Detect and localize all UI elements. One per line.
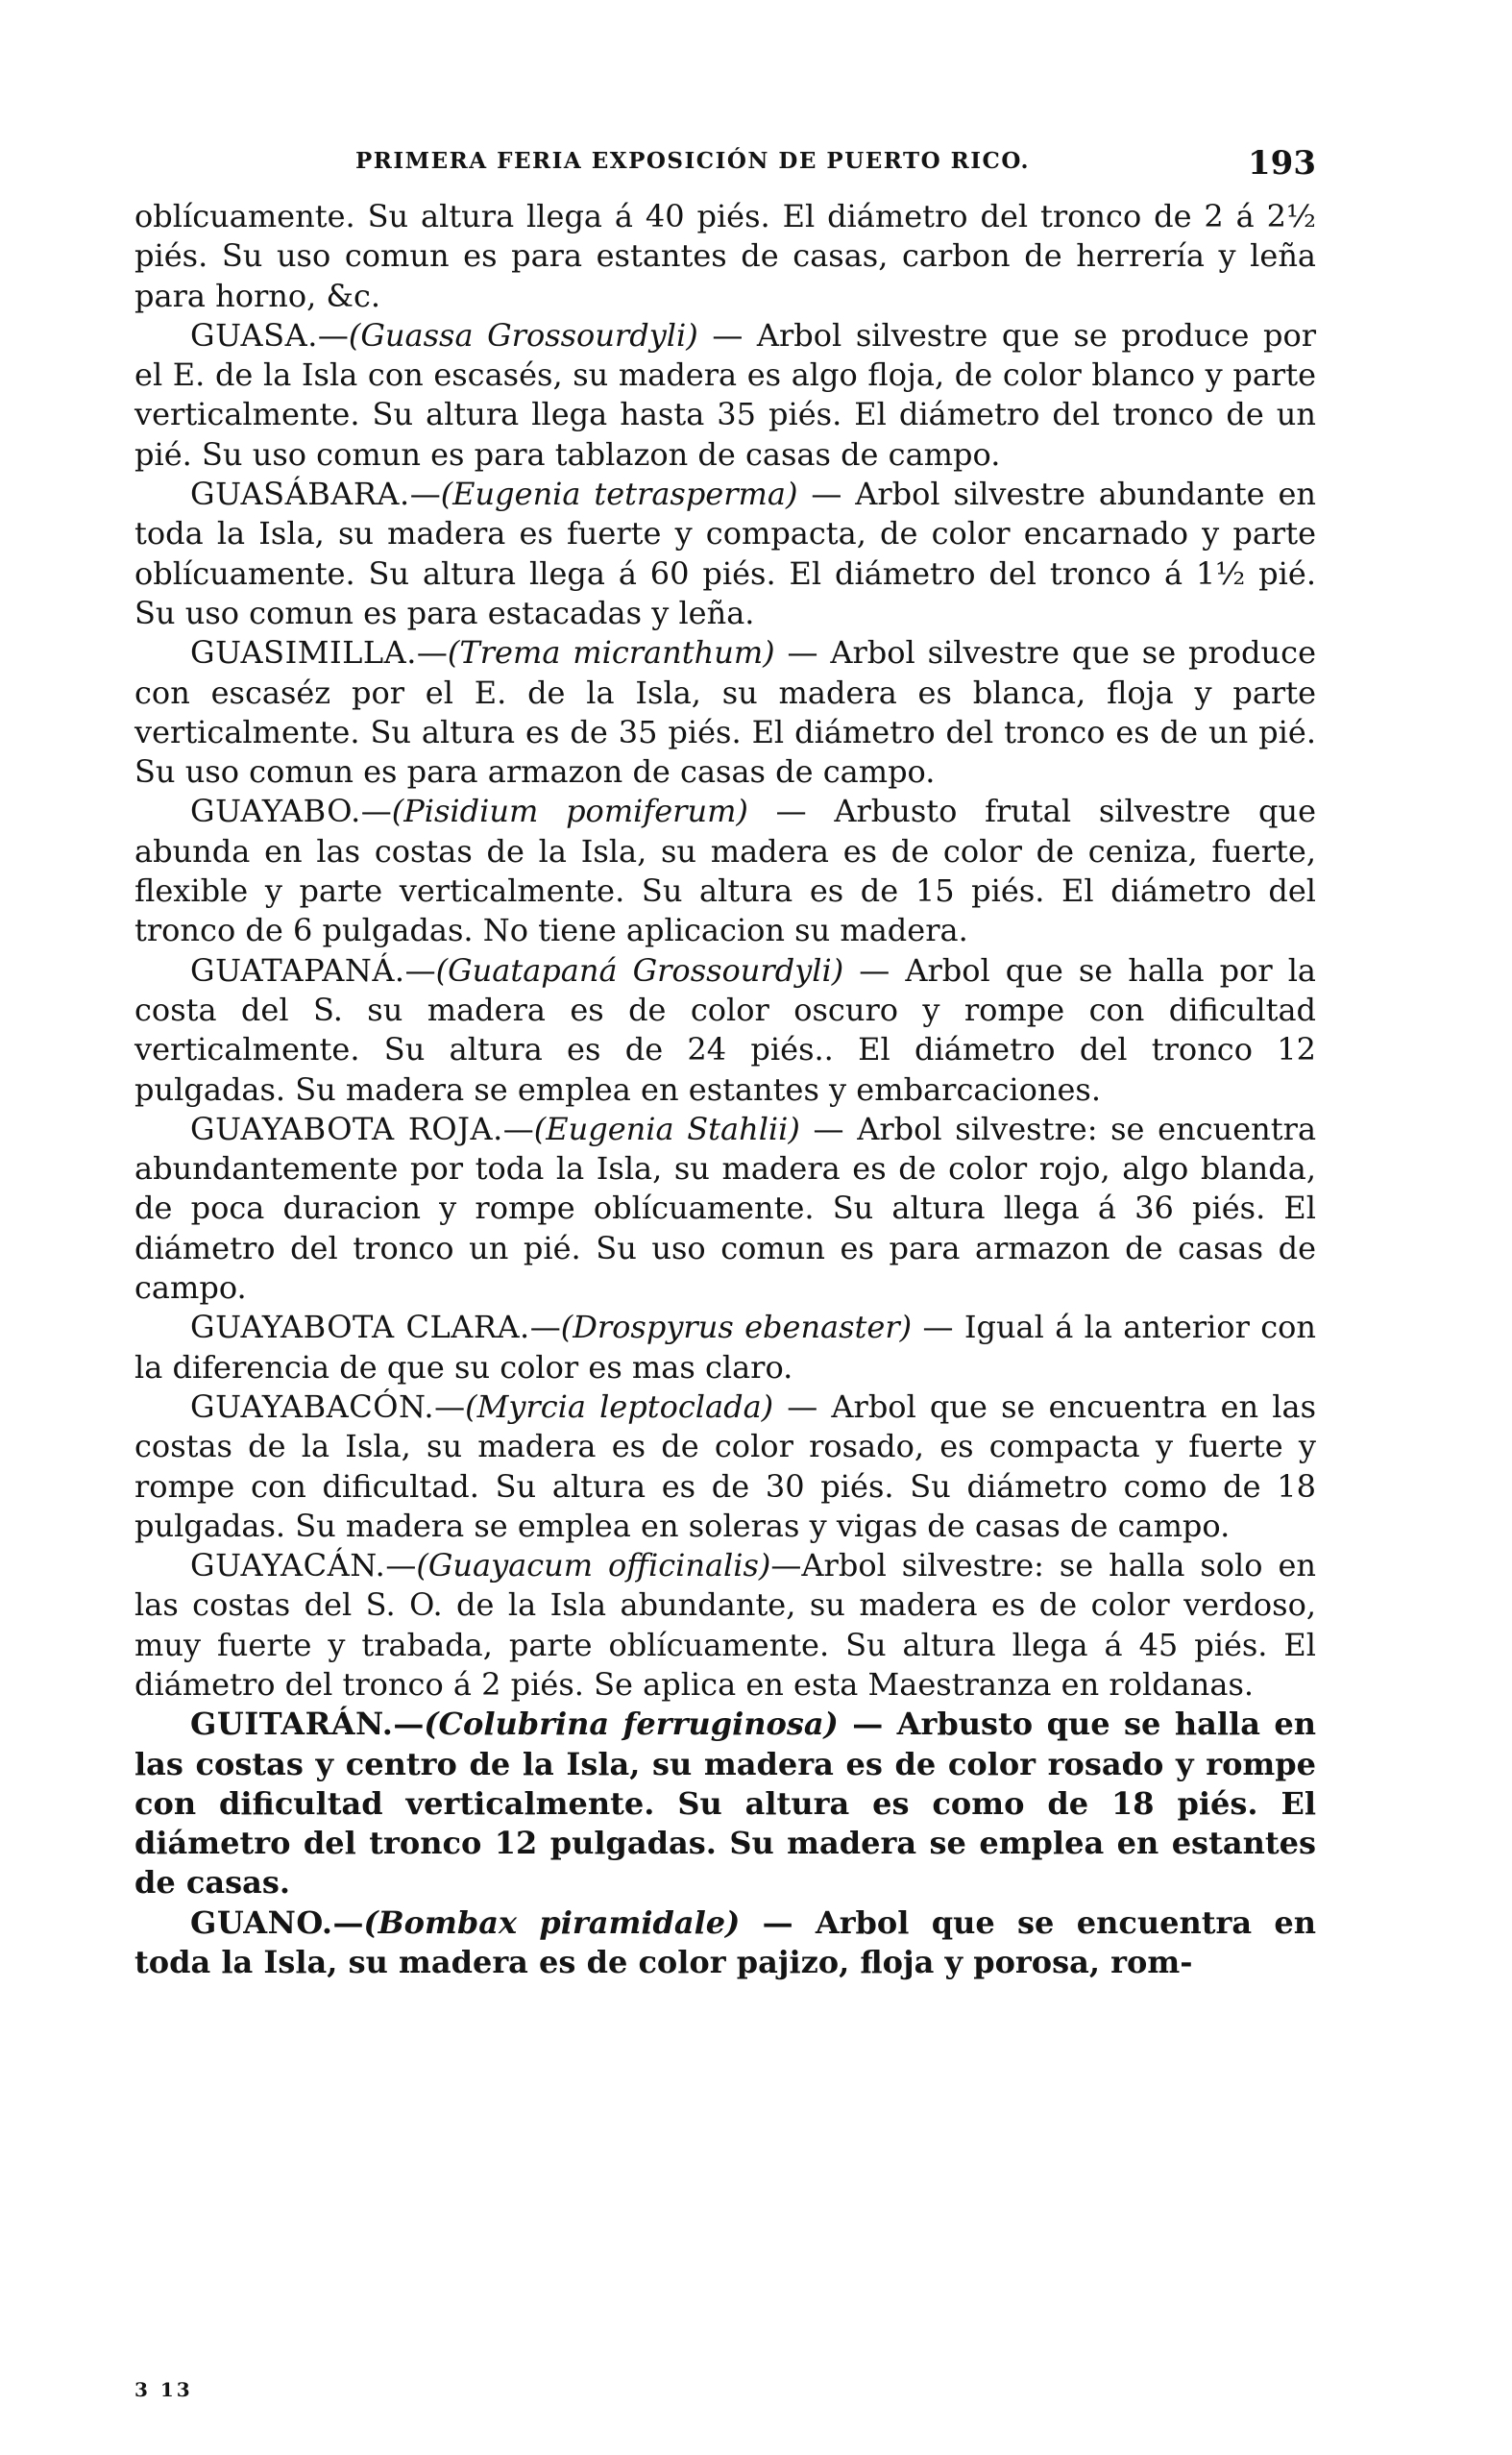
entry-name: GUATAPANÁ.: [190, 951, 405, 989]
entry-text: — Arbol silvestre que se produce con escaséz por el E. de la Isla, su madera es blanca, floja y parte verticalmente. Su altura es de 35 piés. El diámetro del tronco es de un pié. Su uso comun es para armazon de casas de campo.: [134, 634, 1316, 791]
entry-scientific-name: (Colubrina ferruginosa): [424, 1706, 839, 1743]
entry-scientific-name: (Eugenia tetrasperma): [440, 476, 798, 513]
entry-guatapana: GUATAPANÁ.—(Guatapaná Grossourdyli) — Arbol que se halla por la costa del S. su madera es de color oscuro y rompe con dificultad verticalmente. Su altura es de 24 piés.. El diámetro del tronco 12 pulgadas. Su madera se emplea en estantes y embarcaciones.: [134, 951, 1317, 1108]
entry-guayabo: GUAYABO.—(Pisidium pomiferum) — Arbusto frutal silvestre que abunda en las costas de la Isla, su madera es de color de ceniza, fuerte, flexible y parte verticalmente. Su altura es de 15 piés. El diámetro del tronco de 6 pulgadas. No tiene aplicacion su madera.: [134, 793, 1316, 949]
entry-name: GUAYABO.: [190, 793, 361, 830]
entry-guasabara: GUASÁBARA.—(Eugenia tetrasperma) — Arbol silvestre abundante en toda la Isla, su madera es fuerte y compacta, de color encarnado y parte oblícuamente. Su altura llega á 60 piés. El diámetro del tronco á 1½ pié. Su uso comun es para estacadas y leña.: [134, 476, 1317, 631]
entry-text: — Arbol silvestre: se encuentra abundantemente por toda la Isla, su madera es de color rojo, algo blanda, de poca duracion y rompe oblícuamente. Su altura llega á 36 piés. El diámetro del tronco un pié. Su uso comun es para armazon de casas de campo.: [134, 1110, 1317, 1307]
entry-guasa: GUASA.—(Guassa Grossourdyli) — Arbol silvestre que se produce por el E. de la Isla con escasés, su madera es algo floja, de color blanco y parte verticalmente. Su altura llega hasta 35 piés. El diámetro del tronco de un pié. Su uso comun es para tablazon de casas de campo.: [134, 316, 1317, 473]
entry-scientific-name: (Guassa Grossourdyli): [348, 316, 698, 354]
entry-text: — Arbol que se encuentra en las costas de la Isla, su madera es de color rosado, es compacta y fuerte y rompe con dificultad. Su altura es de 30 piés. Su diámetro como de 18 pulgadas. Su madera se emplea en soleras y vigas de casas de campo.: [134, 1387, 1317, 1544]
entry-name: GUANO.: [190, 1903, 333, 1941]
page-number: 193: [1248, 144, 1316, 183]
entry-guano: GUANO.—(Bombax piramidale) — Arbol que se encuentra en toda la Isla, su madera es de color pajizo, floja y porosa, rom-: [134, 1903, 1317, 1981]
entry-text: — Igual á la anterior con la diferencia de que su color es mas claro.: [134, 1309, 1316, 1386]
body-text: [134, 197, 1316, 1982]
entry-name: GUITARÁN.: [190, 1706, 394, 1743]
entry-scientific-name: (Guatapaná Grossourdyli): [435, 951, 844, 989]
entry-guayabota-roja: GUAYABOTA ROJA.—(Eugenia Stahlii) — Arbol silvestre: se encuentra abundantemente por toda la Isla, su madera es de color rojo, algo blanda, de poca duracion y rompe oblícuamente. Su altura llega á 36 piés. El diámetro del tronco un pié. Su uso comun es para armazon de casas de campo.: [134, 1110, 1317, 1307]
entry-text: — Arbol silvestre abundante en toda la Isla, su madera es fuerte y compacta, de color encarnado y parte oblícuamente. Su altura llega á 60 piés. El diámetro del tronco á 1½ pié. Su uso comun es para estacadas y leña.: [134, 476, 1317, 631]
entry-text: — Arbusto frutal silvestre que abunda en las costas de la Isla, su madera es de color de ceniza, fuerte, flexible y parte verticalmente. Su altura es de 15 piés. El diámetro del tronco de 6 pulgadas. No tiene aplicacion su madera.: [134, 793, 1316, 949]
entry-scientific-name: (Guayacum officinalis): [416, 1547, 771, 1584]
entry-guasimilla: GUASIMILLA.—(Trema micranthum) — Arbol silvestre que se produce con escaséz por el E. de la Isla, su madera es blanca, floja y parte verticalmente. Su altura es de 35 piés. El diámetro del tronco es de un pié. Su uso comun es para armazon de casas de campo.: [134, 634, 1316, 791]
continuation-paragraph: oblícuamente. Su altura llega á 40 piés. El diámetro del tronco de 2 á 2½ piés. Su uso comun es para estantes de casas, carbon de herrería y leña para horno, &c.: [134, 198, 1316, 314]
entry-guitaran: GUITARÁN.—(Colubrina ferruginosa) — Arbusto que se halla en las costas y centro de la Isla, su madera es de color rosado y rompe con dificultad verticalmente. Su altura es como de 18 piés. El diámetro del tronco 12 pulgadas. Su madera se emplea en estantes de casas.: [134, 1706, 1317, 1902]
entry-scientific-name: (Trema micranthum): [447, 634, 775, 672]
entry-name: GUAYABOTA ROJA.: [190, 1110, 503, 1147]
entry-text: —Arbol silvestre: se halla solo en las costas del S. O. de la Isla abundante, su madera es de color verdoso, muy fuerte y trabada, parte oblícuamente. Su altura llega á 45 piés. El diámetro del tronco á 2 piés. Se aplica en esta Maestranza en roldanas.: [134, 1547, 1317, 1703]
entry-scientific-name: (Bombax piramidale): [363, 1903, 741, 1941]
entry-name: GUAYABACÓN.: [190, 1387, 435, 1425]
entry-guayacan: GUAYACÁN.—(Guayacum officinalis)—Arbol silvestre: se halla solo en las costas del S. O. de la Isla abundante, su madera es de color verdoso, muy fuerte y trabada, parte oblícuamente. Su altura llega á 45 piés. El diámetro del tronco á 2 piés. Se aplica en esta Maestranza en roldanas.: [134, 1547, 1317, 1703]
entry-name: GUASIMILLA.: [190, 634, 417, 672]
entry-scientific-name: (Drospyrus ebenaster): [560, 1309, 913, 1346]
entry-scientific-name: (Eugenia Stahlii): [533, 1110, 800, 1147]
entry-name: GUAYABOTA CLARA.: [190, 1309, 530, 1346]
entry-text: — Arbol silvestre que se produce por el E. de la Isla con escasés, su madera es algo floja, de color blanco y parte verticalmente. Su altura llega hasta 35 piés. El diámetro del tronco de un pié. Su uso comun es para tablazon de casas de campo.: [134, 316, 1317, 473]
running-title: PRIMERA FERIA EXPOSICIÓN DE PUERTO RICO.: [355, 148, 1031, 174]
entry-name: GUASÁBARA.: [190, 476, 410, 513]
entry-guayabota-clara: GUAYABOTA CLARA.—(Drospyrus ebenaster) — Igual á la anterior con la diferencia de que su color es mas claro.: [134, 1309, 1316, 1386]
entry-guayabacon: GUAYABACÓN.—(Myrcia leptoclada) — Arbol que se encuentra en las costas de la Isla, su madera es de color rosado, es compacta y fuerte y rompe con dificultad. Su altura es de 30 piés. Su diámetro como de 18 pulgadas. Su madera se emplea en soleras y vigas de casas de campo.: [134, 1387, 1317, 1544]
entry-name: GUAYACÁN.: [190, 1547, 386, 1584]
running-head: [134, 144, 1316, 183]
entry-scientific-name: (Pisidium pomiferum): [391, 793, 748, 830]
entry-name: GUASA.: [190, 316, 318, 354]
entry-text: — Arbol que se encuentra en toda la Isla, su madera es de color pajizo, floja y porosa, rom-: [134, 1903, 1317, 1981]
entry-text: — Arbusto que se halla en las costas y centro de la Isla, su madera es de color rosado y rompe con dificultad verticalmente. Su altura es como de 18 piés. El diámetro del tronco 12 pulgadas. Su madera se emplea en estantes de casas.: [134, 1706, 1317, 1902]
entry-text: — Arbol que se halla por la costa del S. su madera es de color oscuro y rompe con dificultad verticalmente. Su altura es de 24 piés.. El diámetro del tronco 12 pulgadas. Su madera se emplea en estantes y embarcaciones.: [134, 951, 1317, 1108]
entry-scientific-name: (Myrcia leptoclada): [465, 1387, 774, 1425]
printer-signature-mark: 3 13: [134, 2378, 193, 2401]
